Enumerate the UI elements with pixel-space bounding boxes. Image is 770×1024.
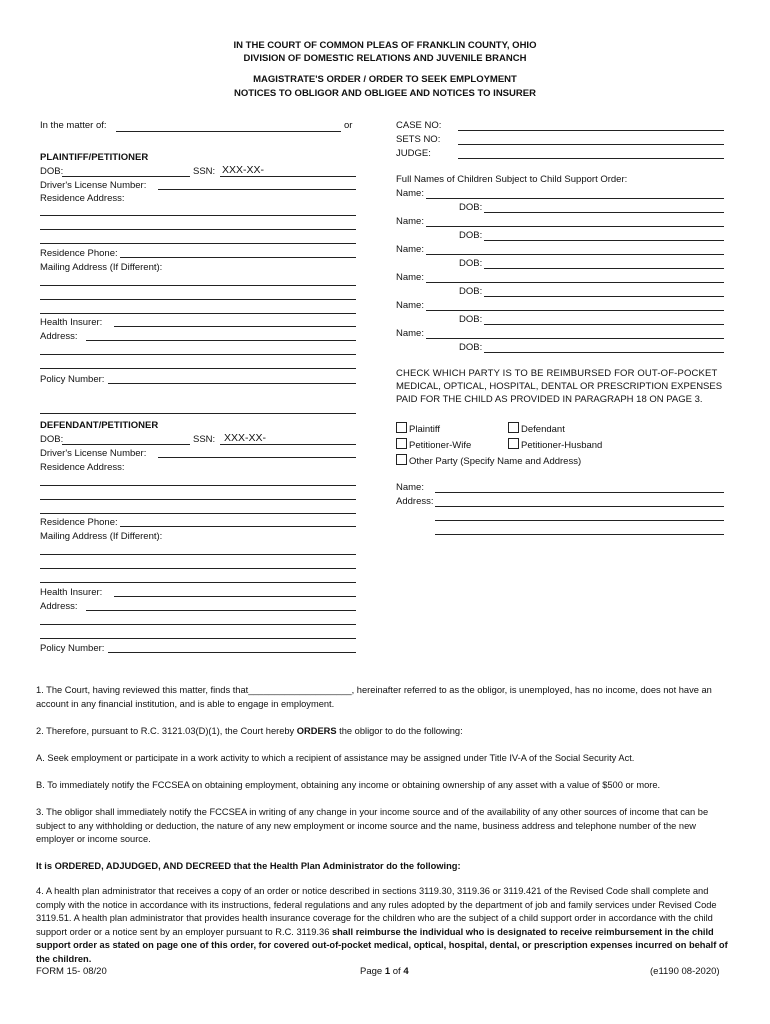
- page-label: Page: [360, 966, 385, 977]
- defendant-insurer-label: Health Insurer:: [40, 587, 103, 598]
- child4-name-field[interactable]: [426, 282, 724, 283]
- page-total: 4: [403, 966, 409, 977]
- child6-name-field[interactable]: [426, 338, 724, 339]
- child1-name-label: Name:: [396, 188, 424, 199]
- child3-dob-label: DOB:: [459, 258, 483, 269]
- defendant-address-line1[interactable]: [40, 485, 356, 486]
- child5-dob-label: DOB:: [459, 314, 483, 325]
- plaintiff-ssn-value: XXX-XX-: [222, 164, 265, 176]
- plaintiff-license-label: Driver's License Number:: [40, 180, 147, 191]
- child6-dob-field[interactable]: [484, 352, 724, 353]
- form-title-line2: NOTICES TO OBLIGOR AND OBLIGEE AND NOTICES TO INSURER: [234, 88, 536, 99]
- defendant-ssn-value: XXX-XX-: [224, 432, 267, 444]
- defendant-mailing-label: Mailing Address (If Different):: [40, 531, 163, 542]
- option-petitioner-husband[interactable]: [508, 438, 602, 451]
- defendant-policy-label: Policy Number:: [40, 643, 105, 654]
- child3-dob-field[interactable]: [484, 268, 724, 269]
- plaintiff-mailing-line2[interactable]: [40, 299, 356, 300]
- plaintiff-address-label: Residence Address:: [40, 193, 125, 204]
- other-name-label: Name:: [396, 482, 424, 493]
- child5-name-label: Name:: [396, 300, 424, 311]
- defendant-checkbox[interactable]: [508, 422, 519, 433]
- other-party-option-label: Other Party (Specify Name and Address): [409, 456, 582, 467]
- option-other-party[interactable]: [396, 454, 581, 467]
- defendant-insurer-address-label: Address:: [40, 601, 78, 612]
- judge-label: JUDGE:: [396, 148, 431, 159]
- court-name: IN THE COURT OF COMMON PLEAS OF FRANKLIN COUNTY, OHIO: [233, 40, 537, 51]
- child2-name-label: Name:: [396, 216, 424, 227]
- paragraph-2-text: 2. Therefore, pursuant to R.C. 3121.03(D)(1), the Court hereby: [36, 726, 297, 736]
- defendant-dob-field[interactable]: [62, 444, 190, 445]
- defendant-policy-field[interactable]: [108, 652, 356, 653]
- defendant-address-line2[interactable]: [40, 499, 356, 500]
- child5-name-field[interactable]: [426, 310, 724, 311]
- child3-name-label: Name:: [396, 244, 424, 255]
- plaintiff-policy-label: Policy Number:: [40, 374, 105, 385]
- defendant-mailing-line1[interactable]: [40, 554, 356, 555]
- case-no-label: CASE NO:: [396, 120, 442, 131]
- paragraph-4-bold: shall reimburse the individual who is designated to receive reimbursement in the child support order as stated on page one of this order, for covered out-of-pocket medical, optical, hospital, dental, or prescription expenses incurred on behalf of the children.: [36, 926, 728, 964]
- plaintiff-dob-field[interactable]: [62, 176, 190, 177]
- plaintiff-divider: [40, 413, 356, 414]
- child1-name-field[interactable]: [426, 198, 724, 199]
- other-address-label: Address:: [396, 496, 434, 507]
- child6-name-label: Name:: [396, 328, 424, 339]
- plaintiff-insurer-label: Health Insurer:: [40, 317, 103, 328]
- paragraph-2-text-end: the obligor to do the following:: [336, 726, 463, 736]
- defendant-address-label: Residence Address:: [40, 462, 125, 473]
- option-defendant[interactable]: [508, 422, 565, 435]
- husband-checkbox[interactable]: [508, 438, 519, 449]
- case-no-field[interactable]: [458, 130, 724, 131]
- reimburse-instruction-line2: MEDICAL, OPTICAL, HOSPITAL, DENTAL OR PRESCRIPTION EXPENSES: [396, 381, 723, 392]
- children-heading: Full Names of Children Subject to Child Support Order:: [396, 174, 628, 185]
- paragraph-4-text: 4. A health plan administrator that receives a copy of an order or notice described in sections 3119.30, 3119.36 or 3119.421 of the Revised Code shall complete and comply with the notice in accordance with its instructions, federal regulations and any rules adopted by the department of job and family services under Revised Code 3119.51. A health plan administrator that provides health insurance coverage for the children who are the subject of a child support order in accordance with the child support order or a notice sent by an employer pursuant to R.C. 3119.36: [36, 886, 717, 937]
- plaintiff-license-field[interactable]: [158, 189, 356, 190]
- other-name-field[interactable]: [435, 492, 724, 493]
- defendant-insurer-address-line2[interactable]: [40, 624, 356, 625]
- reimburse-instruction-line3: PAID FOR THE CHILD AS PROVIDED IN PARAGRAPH 18 ON PAGE 3.: [396, 394, 703, 405]
- plaintiff-phone-field[interactable]: [120, 257, 356, 258]
- husband-option-label: Petitioner-Husband: [521, 440, 603, 451]
- ordered-heading: It is ORDERED, ADJUDGED, AND DECREED that the Health Plan Administrator do the following:: [36, 861, 461, 871]
- page-number: 1: [384, 966, 391, 977]
- plaintiff-policy-field[interactable]: [108, 383, 356, 384]
- plaintiff-insurer-address-label: Address:: [40, 331, 78, 342]
- form-code: (e1190 08-2020): [650, 966, 720, 977]
- child6-dob-label: DOB:: [459, 342, 483, 353]
- plaintiff-ssn-field[interactable]: [220, 176, 356, 177]
- wife-checkbox[interactable]: [396, 438, 407, 449]
- in-matter-label: In the matter of:: [40, 120, 107, 131]
- matter-line[interactable]: [116, 131, 341, 132]
- plaintiff-checkbox[interactable]: [396, 422, 407, 433]
- form-number: FORM 15- 08/20: [36, 966, 107, 977]
- child2-dob-field[interactable]: [484, 240, 724, 241]
- page-of-label: of: [390, 966, 404, 977]
- child5-dob-field[interactable]: [484, 324, 724, 325]
- paragraph-3: 3. The obligor shall immediately notify the FCCSEA in writing of any change in your income source and of the availability of any other sources of income that can be subject to any withholding or deduction, the nature of any new employment or income source and the name, business address and telephone number of the new employer or income source.: [36, 807, 709, 844]
- defendant-heading: DEFENDANT/PETITIONER: [40, 420, 159, 431]
- child4-dob-label: DOB:: [459, 286, 483, 297]
- child2-dob-label: DOB:: [459, 230, 483, 241]
- plaintiff-address-line1[interactable]: [40, 215, 356, 216]
- child3-name-field[interactable]: [426, 254, 724, 255]
- judge-field[interactable]: [458, 158, 724, 159]
- defendant-ssn-label: SSN:: [193, 434, 216, 445]
- defendant-ssn-field[interactable]: [220, 444, 356, 445]
- plaintiff-address-line3[interactable]: [40, 243, 356, 244]
- plaintiff-mailing-label: Mailing Address (If Different):: [40, 262, 163, 273]
- page-indicator: [360, 966, 409, 977]
- paragraph-2: [36, 725, 736, 739]
- plaintiff-address-line2[interactable]: [40, 229, 356, 230]
- child2-name-field[interactable]: [426, 226, 724, 227]
- plaintiff-option-label: Plaintiff: [409, 424, 440, 435]
- plaintiff-insurer-field[interactable]: [114, 326, 356, 327]
- paragraph-b: B. To immediately notify the FCCSEA on obtaining employment, obtaining any income or obtaining ownership of any asset with a value of $500 or more.: [36, 780, 661, 790]
- plaintiff-phone-label: Residence Phone:: [40, 248, 118, 259]
- plaintiff-ssn-label: SSN:: [193, 166, 216, 177]
- sets-no-field[interactable]: [458, 144, 724, 145]
- defendant-insurer-field[interactable]: [114, 596, 356, 597]
- form-title-line1: MAGISTRATE'S ORDER / ORDER TO SEEK EMPLOYMENT: [253, 74, 517, 85]
- defendant-insurer-address-line1[interactable]: [86, 610, 356, 611]
- other-address-line1[interactable]: [435, 506, 724, 507]
- other-address-line3[interactable]: [435, 534, 724, 535]
- court-division: DIVISION OF DOMESTIC RELATIONS AND JUVENILE BRANCH: [243, 53, 527, 64]
- defendant-insurer-address-line3[interactable]: [40, 638, 356, 639]
- plaintiff-insurer-address-line1[interactable]: [86, 340, 356, 341]
- paragraph-a: A. Seek employment or participate in a work activity to which a recipient of assistance may be assigned under Title IV-A of the Social Security Act.: [36, 753, 635, 763]
- defendant-license-label: Driver's License Number:: [40, 448, 147, 459]
- child1-dob-label: DOB:: [459, 202, 483, 213]
- plaintiff-mailing-line1[interactable]: [40, 285, 356, 286]
- plaintiff-mailing-line3[interactable]: [40, 313, 356, 314]
- wife-option-label: Petitioner-Wife: [409, 440, 472, 451]
- child1-dob-field[interactable]: [484, 212, 724, 213]
- defendant-option-label: Defendant: [521, 424, 565, 435]
- plaintiff-insurer-address-line2[interactable]: [40, 354, 356, 355]
- defendant-mailing-line2[interactable]: [40, 568, 356, 569]
- plaintiff-dob-label: DOB:: [40, 166, 64, 177]
- sets-no-label: SETS NO:: [396, 134, 441, 145]
- defendant-address-line3[interactable]: [40, 513, 356, 514]
- other-party-checkbox[interactable]: [396, 454, 407, 465]
- paragraph-2-orders: ORDERS: [296, 726, 337, 736]
- paragraph-4: [36, 885, 736, 966]
- defendant-license-field[interactable]: [158, 457, 356, 458]
- child4-dob-field[interactable]: [484, 296, 724, 297]
- or-label: or: [344, 120, 353, 131]
- plaintiff-insurer-address-line3[interactable]: [40, 368, 356, 369]
- reimburse-instruction-line1: CHECK WHICH PARTY IS TO BE REIMBURSED FOR OUT-OF-POCKET: [396, 368, 718, 379]
- defendant-dob-label: DOB:: [40, 434, 64, 445]
- child4-name-label: Name:: [396, 272, 424, 283]
- paragraph-1: 1. The Court, having reviewed this matter, finds that____________________, hereinafter referred to as the obligor, is unemployed, has no income, does not have an account in any financial institution, and is able to engage in employment.: [36, 685, 712, 709]
- plaintiff-heading: PLAINTIFF/PETITIONER: [40, 152, 149, 163]
- defendant-mailing-line3[interactable]: [40, 582, 356, 583]
- defendant-phone-label: Residence Phone:: [40, 517, 118, 528]
- option-plaintiff[interactable]: [396, 422, 440, 435]
- option-petitioner-wife[interactable]: [396, 438, 471, 451]
- defendant-phone-field[interactable]: [120, 526, 356, 527]
- other-address-line2[interactable]: [435, 520, 724, 521]
